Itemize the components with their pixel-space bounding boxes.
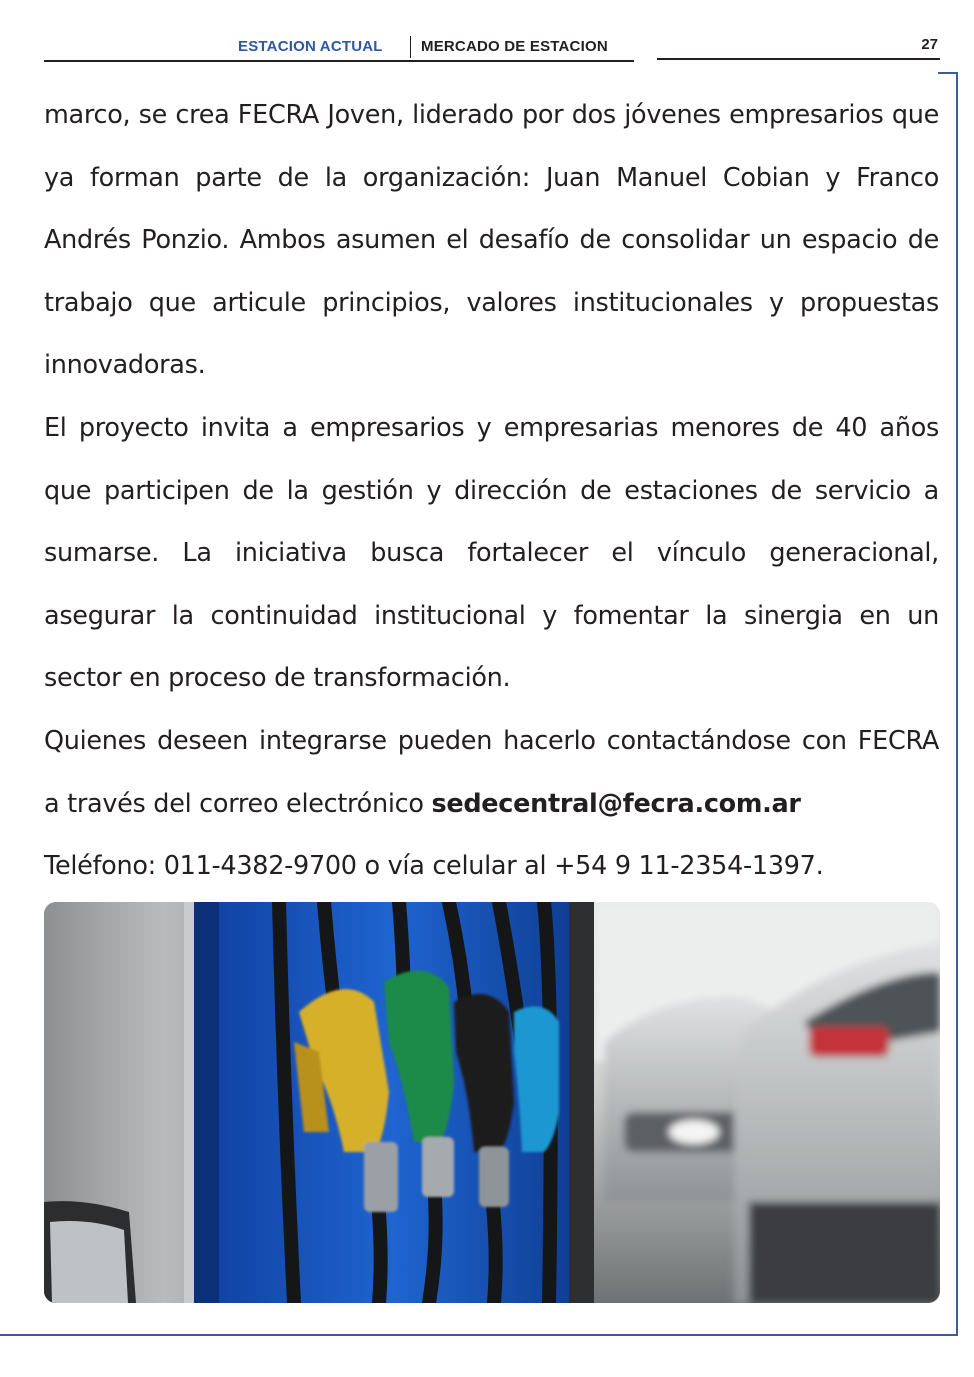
contact-text: Quienes deseen integrarse pueden hacerlo contactándose con FECRA a través del correo electrónico: [44, 725, 939, 819]
article-paragraph: marco, se crea FECRA Joven, liderado por dos jóvenes empresarios que ya forman parte de la organización: Juan Manuel Cobian y Franco Andrés Ponzio. Ambos asumen el desafío de consolidar un espacio de trabajo que articule principios, valores institucionales y propuestas innovadoras.: [44, 100, 939, 381]
page-frame-bottom: [0, 1334, 958, 1336]
page-frame-top: [938, 72, 958, 74]
article-body: [44, 84, 939, 898]
fuel-pump-photo: [44, 902, 940, 1303]
page-frame-right: [956, 72, 958, 1334]
article-paragraph: El proyecto invita a empresarios y empresarias menores de 40 años que participen de la gestión y dirección de estaciones de servicio a sumarse. La iniciativa busca fortalecer el vínculo generacional, asegurar la continuidad institucional y fomentar la sinergia en un sector en proceso de transformación.: [44, 412, 939, 694]
contact-email[interactable]: sedecentral@fecra.com.ar: [431, 788, 801, 819]
page-number: 27: [921, 36, 938, 53]
header-rule-left: [44, 60, 634, 62]
header-separator: [410, 36, 411, 58]
header-rule-right: [657, 58, 940, 60]
header-subsection-label: MERCADO DE ESTACION: [421, 38, 608, 55]
article-paragraph: [44, 710, 939, 835]
header-section-label: ESTACION ACTUAL: [238, 38, 383, 55]
fuel-pump-nozzles-icon: [44, 902, 940, 1303]
article-paragraph: Teléfono: 011-4382-9700 o vía celular al +54 9 11-2354-1397.: [44, 851, 824, 882]
